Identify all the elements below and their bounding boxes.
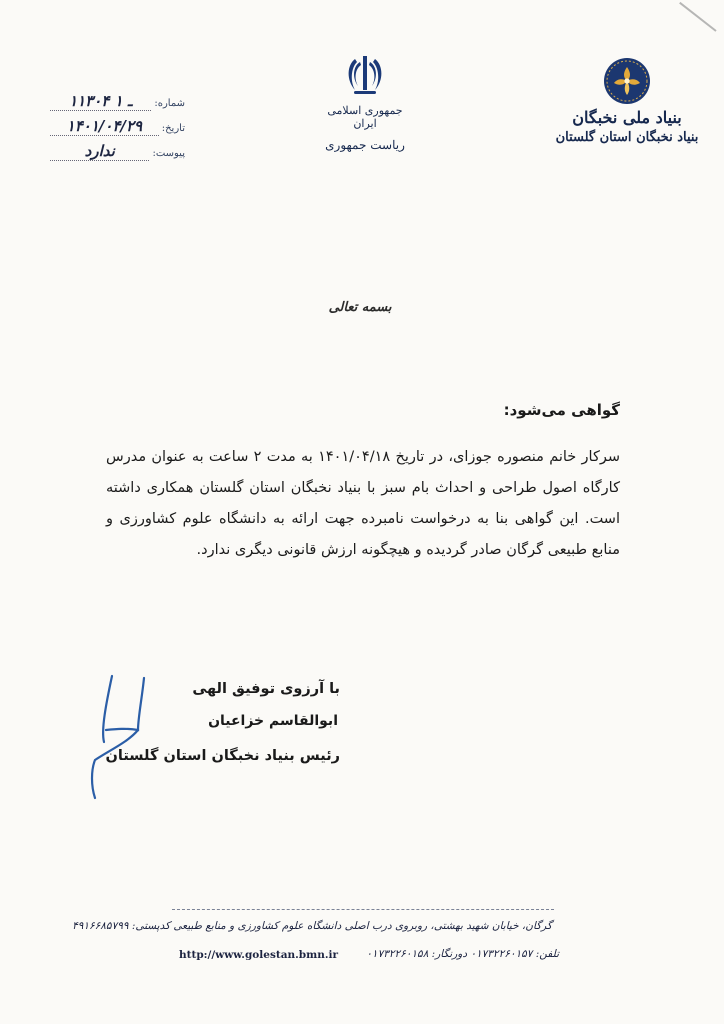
footer-website: http://www.golestan.bmn.ir bbox=[179, 949, 339, 961]
certificate-body bbox=[106, 442, 620, 566]
meta-date-value: ۱۴۰۱/۰۴/۲۹ bbox=[50, 117, 159, 136]
certificate-heading: گواهی می‌شود: bbox=[503, 401, 620, 419]
meta-number-row bbox=[50, 92, 185, 117]
invocation: بسمه تعالی bbox=[328, 300, 392, 315]
signer-title: رئیس بنیاد نخبگان استان گلستان bbox=[105, 748, 340, 764]
certificate-paragraph: سرکار خانم منصوره جوزای، در تاریخ ۱۴۰۱/۰۴/۱۸ به مدت ۲ ساعت به عنوان مدرس کارگاه اصول طراحی و احداث بام سبز با بنیاد نخبگان استان گلستان همکاری داشته است. این گواهی بنا به درخواست نامبرده جهت ارائه به دانشگاه علوم کشاورزی و منابع طبیعی گرگان صادر گردیده و هیچگونه ارزش قانونی دیگری ندارد. bbox=[106, 449, 621, 558]
emblem-country: جمهوری اسلامی ایران bbox=[327, 104, 403, 130]
org-subname: بنیاد نخبگان استان گلستان bbox=[555, 130, 699, 145]
meta-attachment-row bbox=[50, 142, 185, 167]
letter-meta bbox=[50, 92, 185, 167]
org-logo bbox=[552, 56, 702, 145]
handwritten-signature bbox=[82, 668, 156, 808]
meta-attachment-label: پیوست: bbox=[152, 148, 185, 159]
state-emblem bbox=[322, 52, 408, 152]
org-name: بنیاد ملی نخبگان bbox=[572, 108, 682, 127]
meta-date-row bbox=[50, 117, 185, 142]
golden-flower-medallion-icon bbox=[602, 56, 652, 106]
emblem-office: ریاست جمهوری bbox=[325, 138, 405, 152]
iran-emblem-icon bbox=[342, 52, 388, 98]
meta-number-value: ۱۱۳۰۴ ـ ۱ bbox=[50, 92, 151, 111]
footer-address: گرگان، خیابان شهید بهشتی، روبروی درب اصلی دانشگاه علوم کشاورزی و منابع طبیعی کدپستی: ۴۹۱۶۶۸۵۷۹۹ bbox=[72, 920, 552, 932]
footer-divider bbox=[172, 909, 554, 910]
meta-date-label: تاریخ: bbox=[161, 123, 185, 134]
footer-phones: تلفن: ۰۱۷۳۲۲۶۰۱۵۷ دورنگار: ۰۱۷۳۲۲۶۰۱۵۸ bbox=[366, 948, 559, 960]
scan-mark bbox=[679, 2, 716, 32]
closing-phrase: با آرزوی توفیق الهی bbox=[192, 681, 340, 697]
meta-attachment-value: ندارد bbox=[50, 142, 149, 161]
meta-number-label: شماره: bbox=[154, 98, 185, 109]
signer-name: ابوالقاسم خزاعیان bbox=[208, 713, 338, 729]
